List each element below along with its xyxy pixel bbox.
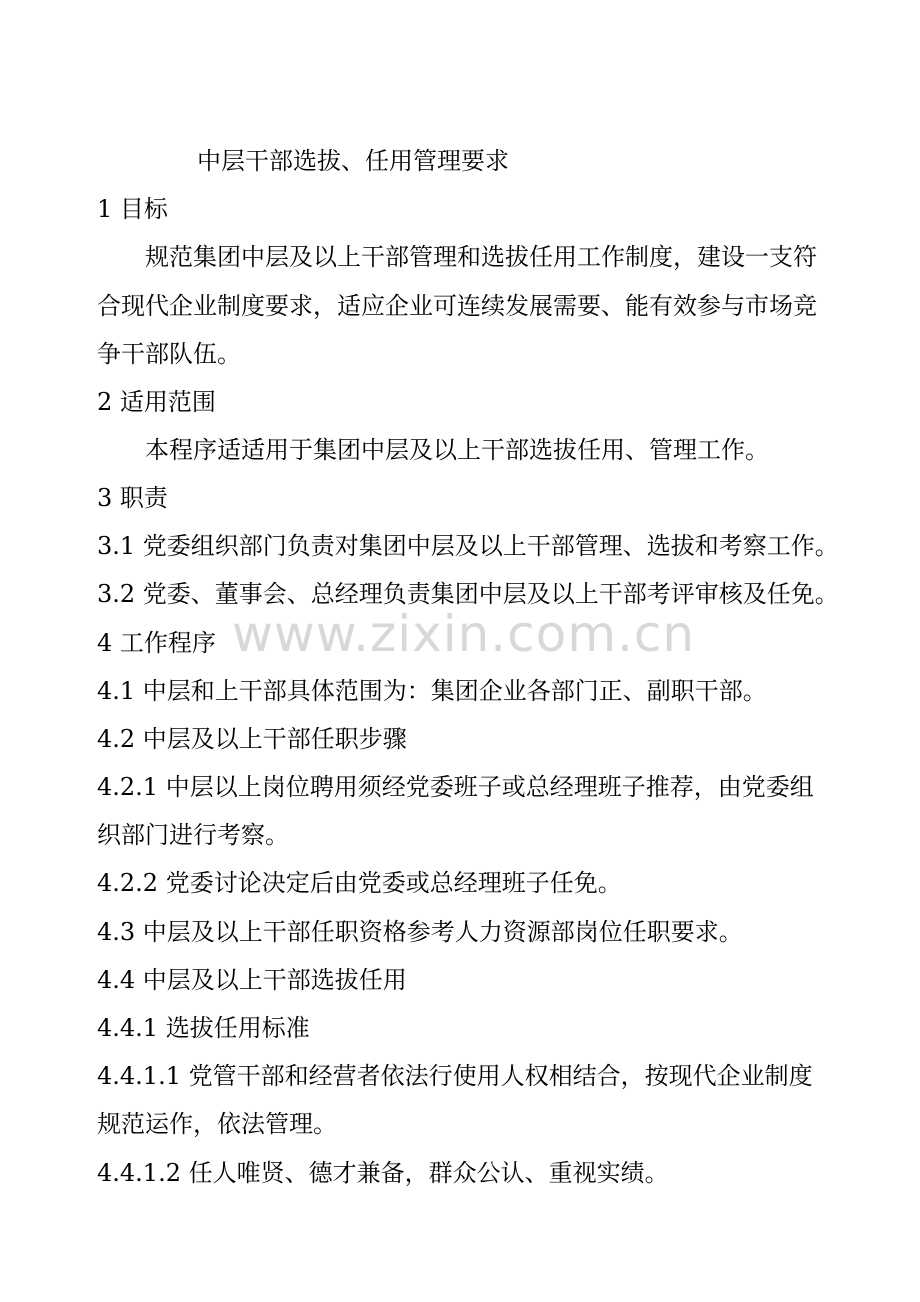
section-heading-1: 1 目标 [97, 195, 168, 223]
document-title: 中层干部选拔、任用管理要求 [197, 147, 509, 175]
section-heading-4: 4 工作程序 [97, 629, 216, 657]
clause-line: 4.1 中层和上干部具体范围为：集团企业各部门正、副职干部。 [97, 677, 767, 705]
paragraph-line: 争干部队伍。 [97, 340, 241, 368]
paragraph-line: 本程序适适用于集团中层及以上干部选拔任用、管理工作。 [145, 436, 769, 464]
section-heading-3: 3 职责 [97, 484, 168, 512]
clause-line: 3.2 党委、董事会、总经理负责集团中层及以上干部考评审核及任免。 [97, 580, 839, 608]
clause-line: 4.4.1.1 党管干部和经营者依法行使用人权相结合，按现代企业制度 [97, 1062, 813, 1090]
clause-line: 4.2 中层及以上干部任职步骤 [97, 725, 407, 753]
clause-line: 4.2.1 中层以上岗位聘用须经党委班子或总经理班子推荐，由党委组 [97, 773, 814, 801]
clause-line: 规范运作，依法管理。 [97, 1110, 337, 1138]
clause-line: 4.2.2 党委讨论决定后由党委或总经理班子任免。 [97, 869, 622, 897]
clause-line: 4.4.1.2 任人唯贤、德才兼备，群众公认、重视实绩。 [97, 1159, 669, 1187]
clause-line: 3.1 党委组织部门负责对集团中层及以上干部管理、选拔和考察工作。 [97, 532, 839, 560]
paragraph-line: 合现代企业制度要求，适应企业可连续发展需要、能有效参与市场竞 [97, 292, 817, 320]
clause-line: 织部门进行考察。 [97, 821, 289, 849]
clause-line: 4.4.1 选拔任用标准 [97, 1014, 310, 1042]
clause-line: 4.3 中层及以上干部任职资格参考人力资源部岗位任职要求。 [97, 918, 743, 946]
clause-line: 4.4 中层及以上干部选拔任用 [97, 966, 407, 994]
paragraph-line: 规范集团中层及以上干部管理和选拔任用工作制度，建设一支符 [145, 243, 817, 271]
section-heading-2: 2 适用范围 [97, 388, 216, 416]
watermark: www.zixin.com.cn [232, 605, 696, 663]
